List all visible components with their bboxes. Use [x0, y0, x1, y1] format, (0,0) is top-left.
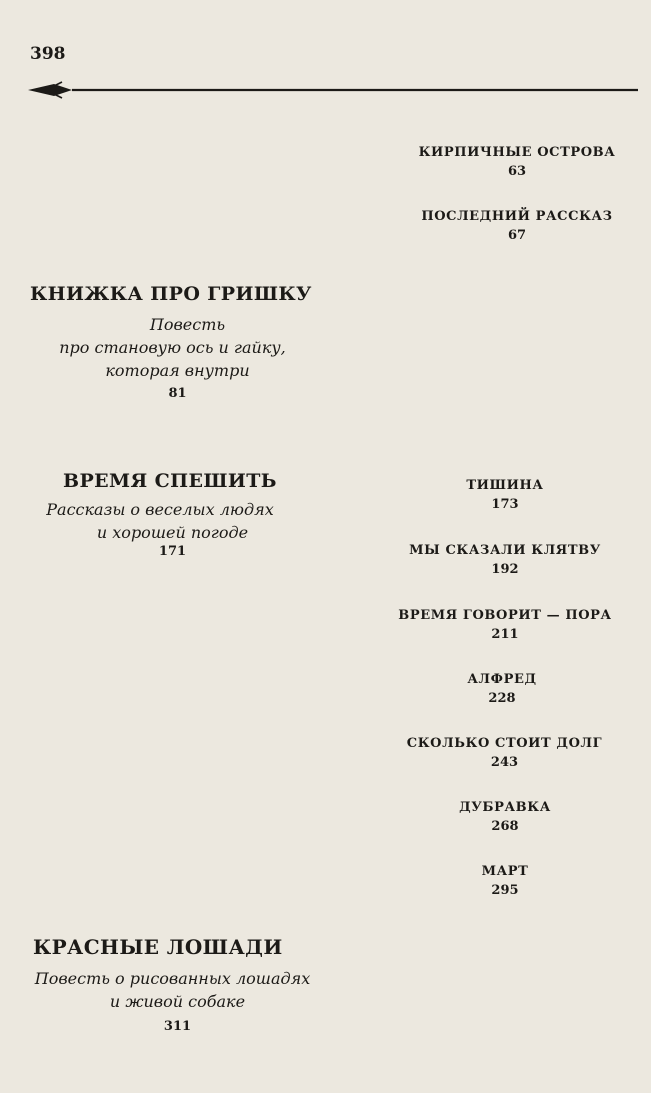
- entry-title: АЛФРЕД: [467, 672, 537, 687]
- entry-title: МАРТ: [481, 864, 529, 879]
- entry-page: 67: [507, 228, 527, 243]
- subtitle-line: про становую ось и гайку,: [59, 338, 286, 357]
- page-number: 398: [30, 44, 66, 64]
- toc-entry: [430, 864, 580, 898]
- section-subtitle: [20, 498, 300, 544]
- section-title: ВРЕМЯ СПЕШИТЬ: [63, 470, 277, 492]
- toc-entry: [412, 672, 592, 706]
- section-page: 81: [168, 386, 187, 401]
- subtitle-line: Повесть о рисованных лошадях: [34, 969, 311, 988]
- section-title: КНИЖКА ПРО ГРИШКУ: [30, 283, 312, 305]
- section-subtitle: [15, 967, 330, 1013]
- entry-title: ТИШИНА: [466, 478, 544, 493]
- toc-entry: [420, 800, 590, 834]
- section-page: 311: [163, 1019, 192, 1034]
- entry-page: 228: [488, 691, 516, 706]
- entry-title: КИРПИЧНЫЕ ОСТРОВА: [418, 145, 616, 160]
- toc-entry: [412, 209, 622, 243]
- section-subtitle: [20, 313, 325, 382]
- entry-title: СКОЛЬКО СТОИТ ДОЛГ: [406, 736, 603, 751]
- entry-title: МЫ СКАЗАЛИ КЛЯТВУ: [409, 543, 601, 558]
- section-page: 171: [158, 544, 187, 559]
- toc-section: [15, 935, 330, 1034]
- toc-entry: [395, 543, 615, 577]
- toc-section: [20, 283, 325, 401]
- entry-page: 63: [507, 164, 527, 179]
- toc-entry: [385, 608, 625, 642]
- subtitle-line: которая внутри: [105, 361, 250, 380]
- entry-title: ДУБРАВКА: [459, 800, 551, 815]
- entry-title: ПОСЛЕДНИЙ РАССКАЗ: [421, 209, 613, 224]
- subtitle-line: Повесть: [149, 315, 226, 334]
- toc-entry: [392, 736, 617, 770]
- toc-section: [20, 470, 300, 559]
- toc-entry: [412, 145, 622, 179]
- entry-page: 243: [490, 755, 519, 770]
- toc-entry: [410, 478, 600, 512]
- entry-page: 268: [491, 819, 519, 834]
- entry-page: 211: [491, 627, 519, 642]
- entry-title: ВРЕМЯ ГОВОРИТ — ПОРА: [398, 608, 612, 623]
- entry-page: 295: [491, 883, 519, 898]
- entry-page: 192: [491, 562, 519, 577]
- subtitle-line: Рассказы о веселых людях: [46, 500, 274, 519]
- section-title: КРАСНЫЕ ЛОШАДИ: [33, 935, 283, 959]
- subtitle-line: и хорошей погоде: [96, 523, 249, 542]
- entry-page: 173: [491, 497, 519, 512]
- subtitle-line: и живой собаке: [109, 992, 246, 1011]
- ornamental-rule: [28, 79, 638, 101]
